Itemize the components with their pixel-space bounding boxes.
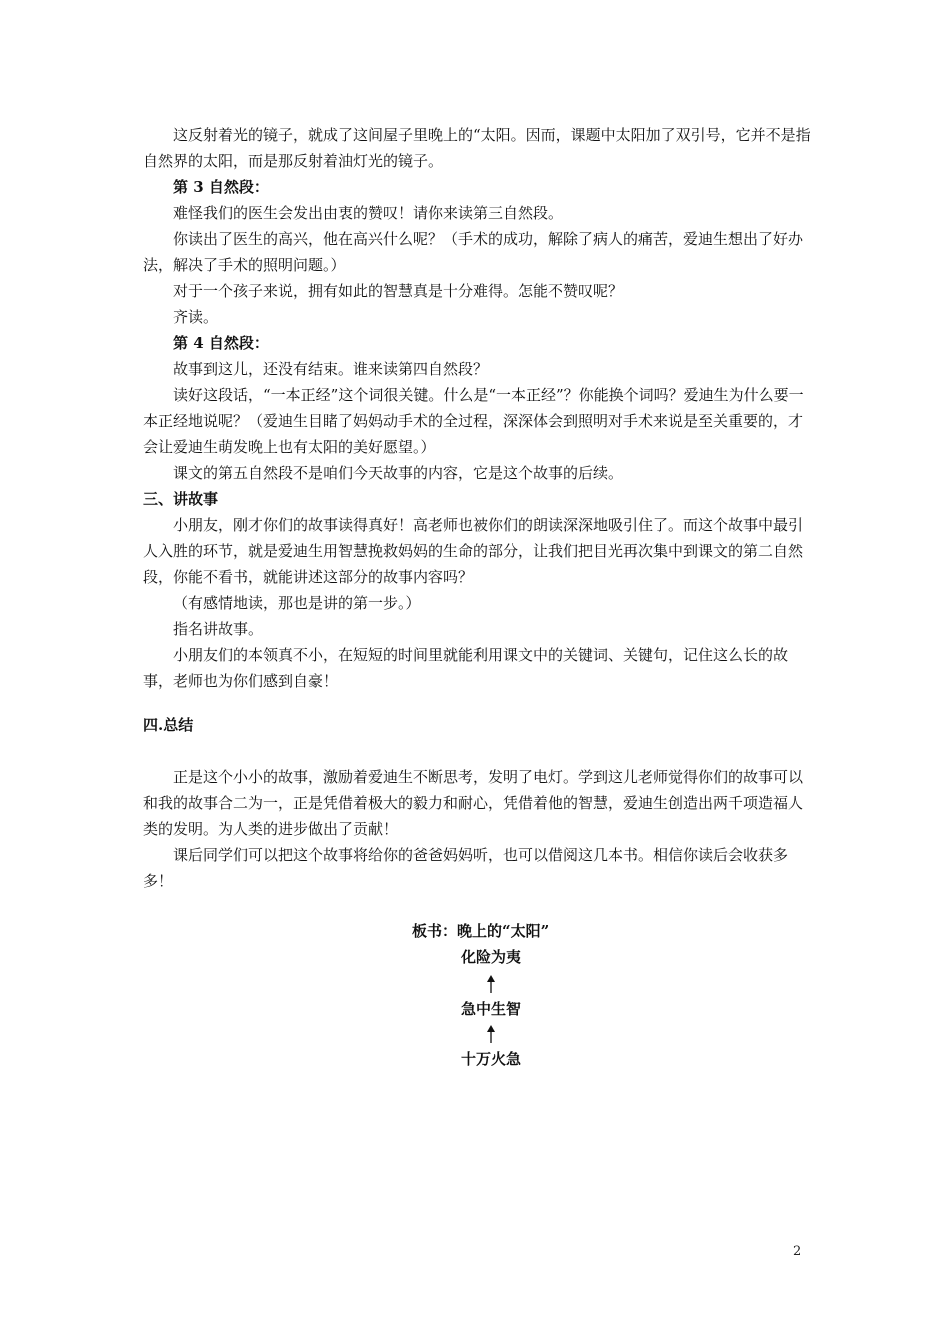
paragraph: 对于一个孩子来说，拥有如此的智慧真是十分难得。怎能不赞叹呢？ (173, 282, 624, 300)
paragraph: 指名讲故事。 (173, 620, 264, 638)
paragraph: 你读出了医生的高兴，他在高兴什么呢？（手术的成功，解除了病人的痛苦，爱迪生想出了好办法，解决了手术的照明问题。） (143, 230, 804, 274)
paragraph: 小朋友们的本领真不小，在短短的时间里就能利用课文中的关键词、关键句，记住这么长的故事，老师也为你们感到自豪！ (143, 646, 789, 690)
paragraph: 正是这个小小的故事，激励着爱迪生不断思考，发明了电灯。学到这儿老师觉得你们的故事可以和我的故事合二为一，正是凭借着极大的毅力和耐心，凭借着他的智慧，爱迪生创造出两千项造福人类的发明。为人类的进步做出了贡献！ (143, 768, 804, 838)
board-item: 化险为夷 (461, 948, 522, 966)
paragraph: 小朋友，刚才你们的故事读得真好！高老师也被你们的朗读深深地吸引住了。而这个故事中最引人入胜的环节，就是爱迪生用智慧挽救妈妈的生命的部分，让我们把目光再次集中到课文的第二自然段，你能不看书，就能讲述这部分的故事内容吗？ (143, 516, 804, 586)
paragraph: 这反射着光的镜子，就成了这间屋子里晚上的“太阳。因而，课题中太阳加了双引号，它并不是指自然界的太阳，而是那反射着油灯光的镜子。 (143, 126, 811, 170)
paragraph: （有感情地读，那也是讲的第一步。） (173, 594, 421, 612)
section-heading: 第 3 自然段： (173, 178, 269, 196)
section-heading: 四.总结 (143, 716, 194, 734)
body-text (143, 122, 811, 894)
paragraph: 课文的第五自然段不是咱们今天故事的内容，它是这个故事的后续。 (173, 464, 624, 482)
board-item: 十万火急 (461, 1050, 522, 1068)
page-number: 2 (793, 1244, 802, 1259)
paragraph: 读好这段话，“一本正经”这个词很关键。什么是“一本正经”？你能换个词吗？爱迪生为什么要一本正经地说呢？（爱迪生目睹了妈妈动手术的全过程，深深体会到照明对手术来说是至关重要的，才会让爱迪生萌发晚上也有太阳的美好愿望。） (143, 386, 804, 456)
board-title: 板书：晚上的“太阳” (412, 922, 550, 940)
section-heading: 三、讲故事 (143, 490, 219, 508)
paragraph: 故事到这儿，还没有结束。谁来读第四自然段？ (173, 360, 489, 378)
up-arrow-icon (486, 974, 496, 994)
paragraph: 课后同学们可以把这个故事将给你的爸爸妈妈听，也可以借阅这几本书。相信你读后会收获多多！ (143, 846, 789, 890)
paragraph: 难怪我们的医生会发出由衷的赞叹！请你来读第三自然段。 (173, 204, 564, 222)
paragraph: 齐读。 (173, 308, 219, 326)
up-arrow-icon (486, 1024, 496, 1044)
board-item: 急中生智 (461, 1000, 522, 1018)
section-heading: 第 4 自然段： (173, 334, 269, 352)
